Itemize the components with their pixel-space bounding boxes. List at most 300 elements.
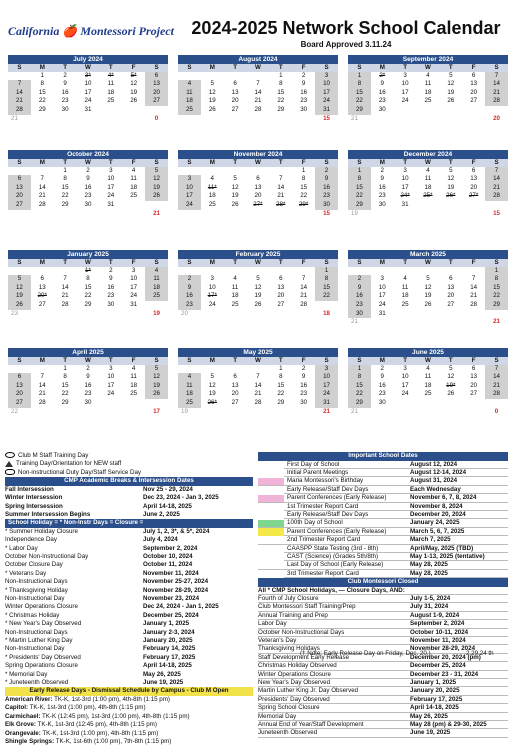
- day-cell: 23: [61, 97, 69, 105]
- day-cell: 20: [470, 183, 478, 191]
- day-cell: 7: [40, 373, 44, 381]
- holiday-row: [5, 629, 253, 637]
- day-cell: 26: [208, 105, 216, 113]
- day-cell: 21: [61, 292, 69, 300]
- row-label: 100th Day of School: [287, 519, 343, 527]
- closed-row: [258, 721, 508, 729]
- dismissal-times: TK-K, 1st-3rd (1:00 pm), 4th-8th (1:15 pm): [40, 729, 159, 737]
- color-swatch: [258, 545, 284, 553]
- day-cell: 1: [348, 167, 371, 176]
- day-cell: 2*: [379, 71, 386, 79]
- day-cell: 10: [208, 283, 216, 291]
- day-cell: [224, 167, 247, 176]
- day-cell: 27: [145, 97, 168, 106]
- day-cell: 13: [470, 80, 478, 88]
- weekday-header: T: [439, 259, 462, 267]
- day-cell: 11: [107, 80, 115, 88]
- day-cell: 29: [38, 105, 46, 113]
- row-label: Presidents' Day Observed: [258, 695, 330, 703]
- day-cell: 19: [208, 97, 216, 105]
- weekday-header: T: [394, 64, 417, 72]
- holiday-row: [5, 553, 253, 561]
- weekday-header: T: [54, 64, 77, 72]
- row-date: April 14-18, 2025: [143, 662, 192, 670]
- early-release-list: [5, 696, 253, 746]
- day-cell: [462, 310, 485, 319]
- weekday-header: W: [247, 357, 270, 365]
- important-row: [258, 469, 508, 477]
- instructional-days-count: 21: [493, 318, 500, 326]
- row-date: May 28, 2025: [410, 569, 448, 577]
- weekday-header: S: [348, 357, 371, 365]
- month-calendar: [178, 150, 338, 218]
- day-cell: 25: [231, 300, 239, 308]
- holiday-row: [5, 595, 253, 603]
- day-cell: 9: [380, 175, 384, 183]
- row-label: Martin Luther King Jr. Day Observed: [258, 687, 359, 695]
- day-cell: 25*: [423, 192, 433, 200]
- day-cell: 3: [315, 365, 338, 374]
- day-cell: 16: [178, 292, 201, 301]
- day-cell: 19: [447, 88, 455, 96]
- weekday-header: T: [224, 259, 247, 267]
- day-cell: [178, 365, 201, 374]
- day-cell: 26: [8, 301, 31, 310]
- day-cell: [145, 399, 168, 408]
- color-swatch: [258, 528, 284, 536]
- row-date: May 28 (pm) & 29-30, 2025: [410, 720, 487, 728]
- day-cell: 23: [178, 301, 201, 310]
- day-cell: 17: [401, 183, 409, 191]
- month-header: August 2024: [178, 55, 338, 64]
- day-cell: 12: [130, 80, 138, 88]
- row-label: Maria Montessori's Birthday: [287, 477, 364, 485]
- day-cell: 24: [84, 97, 92, 105]
- day-cell: 8: [348, 175, 371, 184]
- row-label: CAASPP State Testing (3rd - 8th): [287, 544, 379, 552]
- row-date: February 14, 2025: [143, 645, 196, 653]
- weekday-header: S: [348, 259, 371, 267]
- weekday-header: T: [99, 357, 122, 365]
- day-cell: 6: [233, 373, 237, 381]
- day-cell: 25: [130, 192, 138, 200]
- weeks-count: 19: [351, 209, 358, 217]
- day-cell: 7: [256, 373, 260, 381]
- row-label: Non-Instructional Day: [5, 645, 65, 653]
- row-date: December 23 - 31, 2024: [410, 670, 479, 678]
- day-cell: 24: [208, 300, 216, 308]
- day-cell: 13: [38, 283, 46, 291]
- weekday-header: F: [122, 259, 145, 267]
- day-cell: 19: [208, 390, 216, 398]
- row-label: 3rd Trimester Report Card: [287, 569, 359, 577]
- day-cell: 29: [277, 398, 285, 406]
- dismissal-times: TK-K, 1st-3rd (1:00 pm), 4th-8th (1:15 pm): [52, 695, 170, 703]
- day-cell: 6: [256, 175, 260, 183]
- instructional-days-count: 20: [493, 114, 500, 122]
- day-cell: 19: [231, 192, 239, 200]
- dismissal-times: TK-K, 1st-3rd (1:00 pm), 4th-8th (1:15 pm): [28, 704, 146, 712]
- closed-row: [258, 662, 508, 670]
- weeks-count: [178, 115, 315, 124]
- weekday-header: S: [315, 64, 338, 72]
- weekday-header: M: [371, 259, 394, 267]
- row-label: 2nd Trimester Report Card: [287, 536, 361, 544]
- row-label: Spring Operations Closure: [5, 662, 78, 670]
- closed-row: [258, 595, 508, 603]
- row-date: October 10, 2024: [143, 553, 193, 561]
- weekday-header: M: [31, 259, 54, 267]
- day-cell: 4: [403, 275, 407, 283]
- row-date: November 11, 2024: [143, 569, 199, 577]
- day-cell: 24: [107, 390, 115, 398]
- weekday-header: W: [247, 64, 270, 72]
- row-date: July 1, 2, 3*, & 5*, 2024: [143, 527, 210, 535]
- important-row: [258, 461, 508, 469]
- instructional-days-count: 17: [153, 407, 160, 415]
- instructional-days-count: 15: [323, 114, 330, 122]
- closed-row: [258, 629, 508, 637]
- early-release-row: [5, 730, 253, 738]
- row-date: Nov 25 - 29, 2024: [143, 485, 193, 493]
- row-date: January 24, 2025: [410, 519, 460, 527]
- break-row: [5, 494, 253, 502]
- day-cell: 19: [447, 183, 455, 191]
- day-cell: 30: [378, 200, 386, 208]
- day-cell: 25: [145, 292, 168, 301]
- day-cell: [439, 201, 462, 210]
- row-date: November 28-29, 2024: [410, 645, 476, 653]
- month-table: [348, 159, 508, 218]
- day-cell: 12: [145, 373, 168, 382]
- weekday-header: M: [201, 159, 224, 167]
- color-swatch: [258, 478, 284, 486]
- day-cell: 8: [348, 373, 371, 382]
- month-calendar: [178, 348, 338, 416]
- day-cell: [394, 310, 417, 319]
- weekday-header: S: [145, 159, 168, 167]
- apple-icon: 🍎: [62, 24, 78, 38]
- day-cell: 8: [40, 80, 44, 88]
- day-cell: [247, 365, 270, 374]
- day-cell: 24: [401, 390, 409, 398]
- weekday-header: F: [462, 259, 485, 267]
- day-cell: 25: [401, 300, 409, 308]
- weekday-header: W: [77, 259, 100, 267]
- month-table: [178, 357, 338, 416]
- weekday-header: S: [8, 159, 31, 167]
- campus-name: Shingle Springs:: [5, 737, 55, 745]
- day-cell: 3: [109, 166, 113, 174]
- day-cell: 9: [63, 80, 67, 88]
- day-cell: 1: [279, 364, 283, 372]
- day-cell: 18: [130, 183, 138, 191]
- month-table: [8, 64, 168, 123]
- day-cell: 22: [348, 390, 371, 399]
- day-cell: 4: [210, 175, 214, 183]
- day-cell: 2: [63, 71, 67, 79]
- row-date: November 6, 7, 8, 2024: [410, 494, 477, 502]
- day-cell: 30: [300, 398, 308, 406]
- day-cell: 11: [424, 175, 432, 183]
- day-cell: 29: [348, 201, 371, 210]
- day-cell: 11: [178, 382, 201, 391]
- day-cell: 24: [315, 97, 338, 106]
- day-cell: 28: [470, 300, 478, 308]
- month-header: November 2024: [178, 150, 338, 159]
- weekday-header: M: [371, 357, 394, 365]
- day-cell: 12: [208, 88, 216, 96]
- day-cell: 7: [301, 275, 306, 283]
- dismissal-times: TK-K (12:45 pm), 1st-3rd (1:00 pm), 4th-8th (1:15 pm): [40, 712, 190, 720]
- holiday-row: [5, 645, 253, 653]
- day-cell: 12: [254, 283, 262, 291]
- day-cell: 6: [471, 166, 476, 174]
- day-cell: 20*: [37, 292, 47, 300]
- day-cell: 27: [470, 390, 478, 398]
- day-cell: 23: [300, 97, 308, 105]
- day-cell: [315, 301, 338, 310]
- day-cell: [348, 267, 371, 276]
- row-date: July 4, 2024: [143, 536, 178, 544]
- day-cell: 2: [348, 275, 371, 284]
- important-row: [258, 528, 508, 536]
- row-label: * New Year's Day Observed: [5, 620, 82, 628]
- row-date: June 19, 2025: [410, 729, 451, 737]
- day-cell: [485, 106, 508, 115]
- day-cell: 25: [208, 200, 216, 208]
- day-cell: [485, 201, 508, 210]
- weekday-header: F: [462, 159, 485, 167]
- row-date: November 25-27, 2024: [143, 578, 209, 586]
- row-date: December 20, 2024 (pm): [410, 653, 481, 661]
- day-cell: 24: [401, 97, 409, 105]
- day-cell: 16: [84, 381, 92, 389]
- day-cell: 8: [348, 80, 371, 89]
- day-cell: 5: [449, 71, 453, 79]
- day-cell: 10: [315, 80, 338, 89]
- day-cell: 13: [231, 381, 239, 389]
- legend-left: [5, 452, 253, 746]
- day-cell: 17: [401, 88, 409, 96]
- day-cell: 26*: [446, 192, 456, 200]
- day-cell: 11: [424, 80, 432, 88]
- day-cell: 21: [254, 97, 262, 105]
- row-date: July 31, 2024: [410, 603, 449, 611]
- row-label: * Labor Day: [5, 544, 38, 552]
- row-date: May 26, 2025: [410, 712, 448, 720]
- important-row: [258, 553, 508, 561]
- day-cell: 30: [107, 300, 115, 308]
- day-cell: 14: [277, 183, 285, 191]
- day-cell: [462, 106, 485, 115]
- day-cell: 13: [277, 283, 285, 291]
- weekday-header: S: [348, 64, 371, 72]
- weekday-header: W: [417, 64, 440, 72]
- month-header: September 2024: [348, 55, 508, 64]
- row-date: January 20, 2025: [410, 687, 460, 695]
- weekday-header: S: [178, 357, 201, 365]
- weekday-header: T: [439, 64, 462, 72]
- weeks-count: 20: [181, 309, 188, 317]
- day-cell: 6: [449, 275, 453, 283]
- holiday-row: [5, 570, 253, 578]
- day-cell: 9: [315, 175, 338, 184]
- day-cell: [292, 267, 315, 276]
- weekday-header: F: [292, 159, 315, 167]
- day-cell: 21: [485, 89, 508, 98]
- closed-row: [258, 603, 508, 611]
- day-cell: 19: [8, 292, 31, 301]
- closed-header: Club Montessori Closed: [258, 578, 508, 587]
- day-cell: [8, 267, 31, 276]
- row-label: Non-Instructional Days: [5, 628, 68, 636]
- day-cell: 6: [145, 72, 168, 81]
- day-cell: 1: [348, 365, 371, 374]
- row-date: January 1, 2025: [410, 678, 457, 686]
- day-cell: 2: [380, 166, 384, 174]
- day-cell: 20: [145, 89, 168, 98]
- row-label: Fall Intersession: [5, 485, 54, 493]
- day-cell: 15: [485, 284, 508, 293]
- day-cell: 8: [63, 373, 67, 381]
- day-cell: 9: [301, 80, 306, 88]
- weekday-header: T: [224, 159, 247, 167]
- day-cell: 14: [38, 381, 46, 389]
- day-cell: 23: [378, 192, 386, 200]
- day-cell: [54, 267, 77, 276]
- day-cell: 18: [130, 381, 138, 389]
- day-cell: 6: [8, 175, 31, 184]
- row-label: October Non-Instructional Days: [258, 628, 345, 636]
- day-cell: 25: [424, 390, 432, 398]
- day-cell: 23: [84, 390, 92, 398]
- weekday-header: S: [8, 64, 31, 72]
- day-cell: 7: [485, 72, 508, 81]
- day-cell: 11: [130, 175, 137, 183]
- day-cell: [417, 106, 440, 115]
- breaks-list: [5, 486, 253, 520]
- weekday-header: F: [292, 64, 315, 72]
- day-cell: 13: [231, 88, 239, 96]
- row-date: October 11, 2024: [143, 561, 193, 569]
- weekday-header: W: [247, 259, 270, 267]
- weekday-header: T: [269, 159, 292, 167]
- day-cell: 21: [470, 292, 478, 300]
- day-cell: 18: [145, 284, 168, 293]
- holiday-row: [5, 587, 253, 595]
- weeks-count: 22: [11, 407, 18, 415]
- day-cell: 16: [378, 381, 386, 389]
- month-table: [8, 259, 168, 318]
- day-cell: 18: [424, 381, 432, 389]
- day-cell: 26: [424, 300, 432, 308]
- holiday-row: [5, 578, 253, 586]
- day-cell: 15: [300, 183, 308, 191]
- day-cell: 30: [378, 398, 386, 406]
- day-cell: 18: [424, 183, 432, 191]
- day-cell: 12: [424, 283, 432, 291]
- day-cell: [178, 267, 201, 276]
- important-row: [258, 519, 508, 527]
- weekday-header: S: [145, 357, 168, 365]
- day-cell: 30: [300, 105, 308, 113]
- day-cell: [417, 399, 440, 408]
- weekday-header: S: [485, 259, 508, 267]
- day-cell: 7: [485, 365, 508, 374]
- day-cell: 9: [109, 275, 113, 283]
- day-cell: 24*: [400, 192, 410, 200]
- day-cell: [269, 267, 292, 276]
- day-cell: 14: [300, 283, 308, 291]
- day-cell: 5: [449, 364, 453, 372]
- day-cell: 3: [403, 166, 407, 174]
- important-row: [258, 570, 508, 578]
- row-date: December 20, 2024: [410, 510, 466, 518]
- holiday-row: [5, 561, 253, 569]
- holiday-row: [5, 536, 253, 544]
- day-cell: 18: [231, 292, 239, 300]
- day-cell: [485, 310, 508, 319]
- day-cell: 12: [231, 183, 239, 191]
- day-cell: 8: [279, 80, 283, 88]
- day-cell: 20: [8, 390, 31, 399]
- important-row: [258, 486, 508, 494]
- row-date: January 2-3, 2024: [143, 628, 195, 636]
- day-cell: 1: [279, 71, 283, 79]
- day-cell: 6: [233, 80, 237, 88]
- row-date: August 1-9, 2024: [410, 611, 460, 619]
- row-label: Annual End of Year/Staff Development: [258, 720, 364, 728]
- instructional-days-count: 19: [153, 309, 160, 317]
- day-cell: 6: [40, 275, 44, 283]
- day-cell: 16: [300, 88, 308, 96]
- day-cell: 17: [84, 88, 92, 96]
- day-cell: 31: [107, 200, 115, 208]
- weekday-header: F: [462, 357, 485, 365]
- day-cell: 21: [38, 390, 46, 398]
- day-cell: 13: [145, 80, 168, 89]
- closed-subheader: All * CMP School Holidays, — Closure Days, AND:: [258, 587, 508, 595]
- weekday-header: M: [31, 64, 54, 72]
- color-swatch: [258, 570, 284, 578]
- row-date: June 2, 2025: [143, 510, 180, 518]
- day-cell: 29*: [298, 200, 309, 208]
- day-cell: 4: [233, 275, 237, 283]
- day-cell: 22: [348, 97, 371, 106]
- day-cell: 12: [145, 175, 168, 184]
- row-date: November 11, 2024: [410, 637, 466, 644]
- month-table: [348, 64, 508, 123]
- day-cell: 20: [8, 192, 31, 201]
- row-label: Winter Intersession: [5, 494, 63, 502]
- day-cell: [122, 399, 145, 408]
- weekday-header: S: [145, 64, 168, 72]
- closed-row: [258, 637, 508, 645]
- day-cell: 29: [277, 105, 285, 113]
- weekday-header: S: [178, 159, 201, 167]
- day-cell: 1: [348, 72, 371, 81]
- important-dates: [258, 452, 508, 738]
- row-label: * Summer Holiday Closure: [5, 527, 78, 535]
- day-cell: 3: [178, 175, 201, 184]
- day-cell: 28: [485, 192, 508, 201]
- closed-row: [258, 612, 508, 620]
- day-cell: 21: [38, 192, 46, 200]
- day-cell: 19: [424, 292, 432, 300]
- day-cell: 11: [130, 373, 137, 381]
- version-label: 2.29.24 th: [466, 650, 494, 657]
